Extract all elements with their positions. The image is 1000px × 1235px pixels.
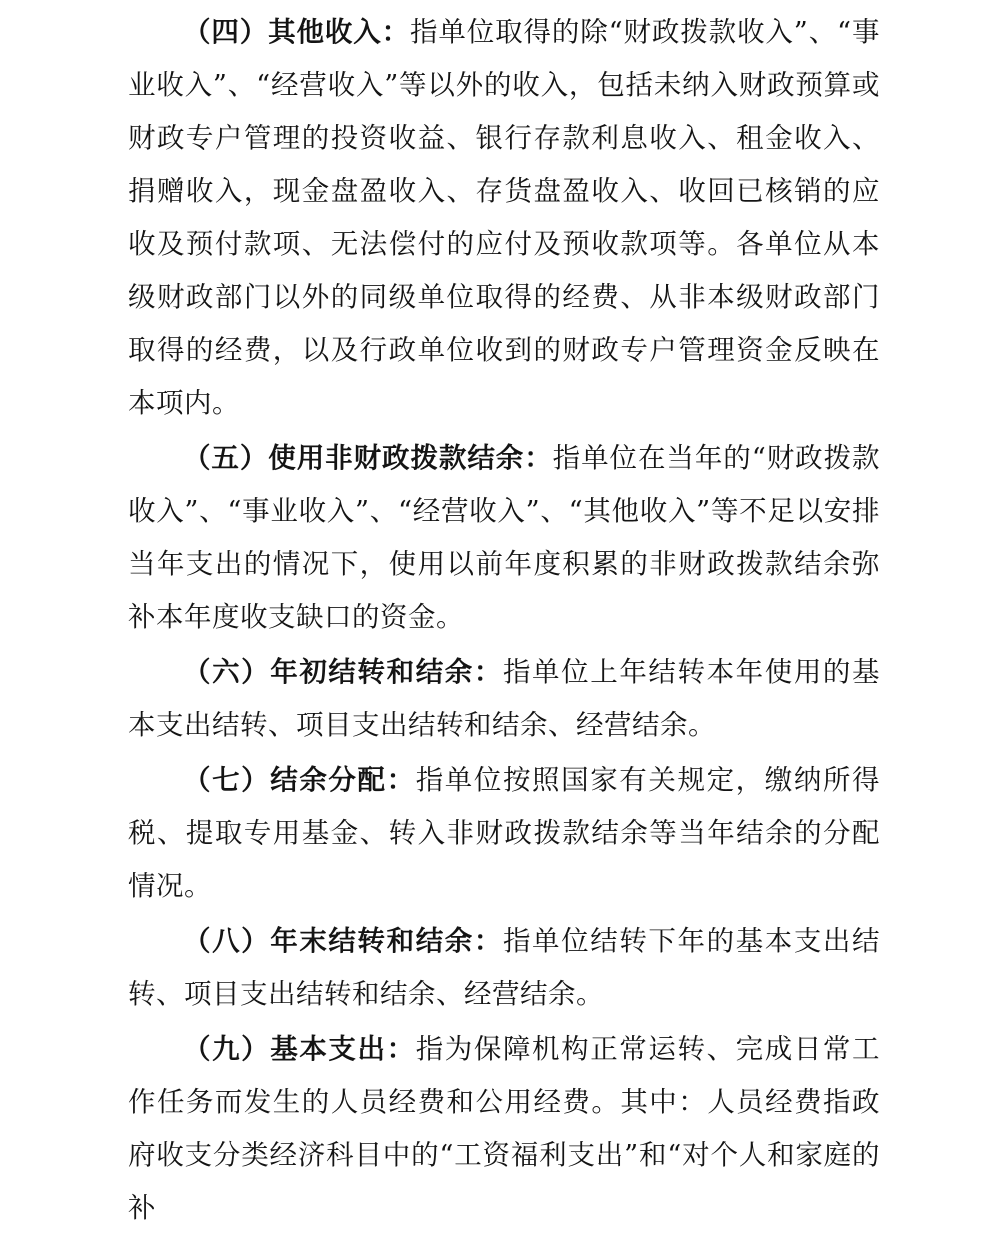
paragraph-lead-6: （六）年初结转和结余： xyxy=(183,656,503,688)
paragraph-text-6: 指单位上年结转本年使用的基本支出结转、项目支出结转和结余、经营结余。 xyxy=(128,656,881,741)
paragraph-item-7 xyxy=(128,754,880,913)
paragraph-item-9 xyxy=(128,1023,880,1235)
paragraph-item-5 xyxy=(128,432,880,644)
paragraph-lead-9: （九）基本支出： xyxy=(183,1033,416,1065)
paragraph-lead-4: （四）其他收入： xyxy=(183,16,410,48)
paragraph-item-6 xyxy=(128,646,880,752)
paragraph-text-4: 指单位取得的除“财政拨款收入”、“事业收入”、“经营收入”等以外的收入，包括未纳入财政预算或财政专户管理的投资收益、银行存款利息收入、租金收入、捐赠收入，现金盘盈收入、存货盘盈收入、收回已核销的应收及预付款项、无法偿付的应付及预收款项等。各单位从本级财政部门以外的同级单位取得的经费、从非本级财政部门取得的经费，以及行政单位收到的财政专户管理资金反映在本项内。 xyxy=(128,16,880,419)
paragraph-text-8: 指单位结转下年的基本支出结转、项目支出结转和结余、经营结余。 xyxy=(128,925,881,1010)
paragraph-item-8 xyxy=(128,915,880,1021)
paragraph-lead-7: （七）结余分配： xyxy=(183,764,416,796)
paragraph-lead-8: （八）年末结转和结余： xyxy=(183,925,503,957)
paragraph-text-7: 指单位按照国家有关规定，缴纳所得税、提取专用基金、转入非财政拨款结余等当年结余的分配情况。 xyxy=(128,764,881,902)
document-body xyxy=(128,6,880,1235)
paragraph-text-5: 指单位在当年的“财政拨款收入”、“事业收入”、“经营收入”、“其他收入”等不足以安排当年支出的情况下，使用以前年度积累的非财政拨款结余弥补本年度收支缺口的资金。 xyxy=(128,442,880,633)
paragraph-text-9: 指为保障机构正常运转、完成日常工作任务而发生的人员经费和公用经费。其中：人员经费指政府收支分类经济科目中的“工资福利支出”和“对个人和家庭的补 xyxy=(128,1033,881,1224)
paragraph-item-4 xyxy=(128,6,880,430)
paragraph-lead-5: （五）使用非财政拨款结余： xyxy=(183,442,553,474)
